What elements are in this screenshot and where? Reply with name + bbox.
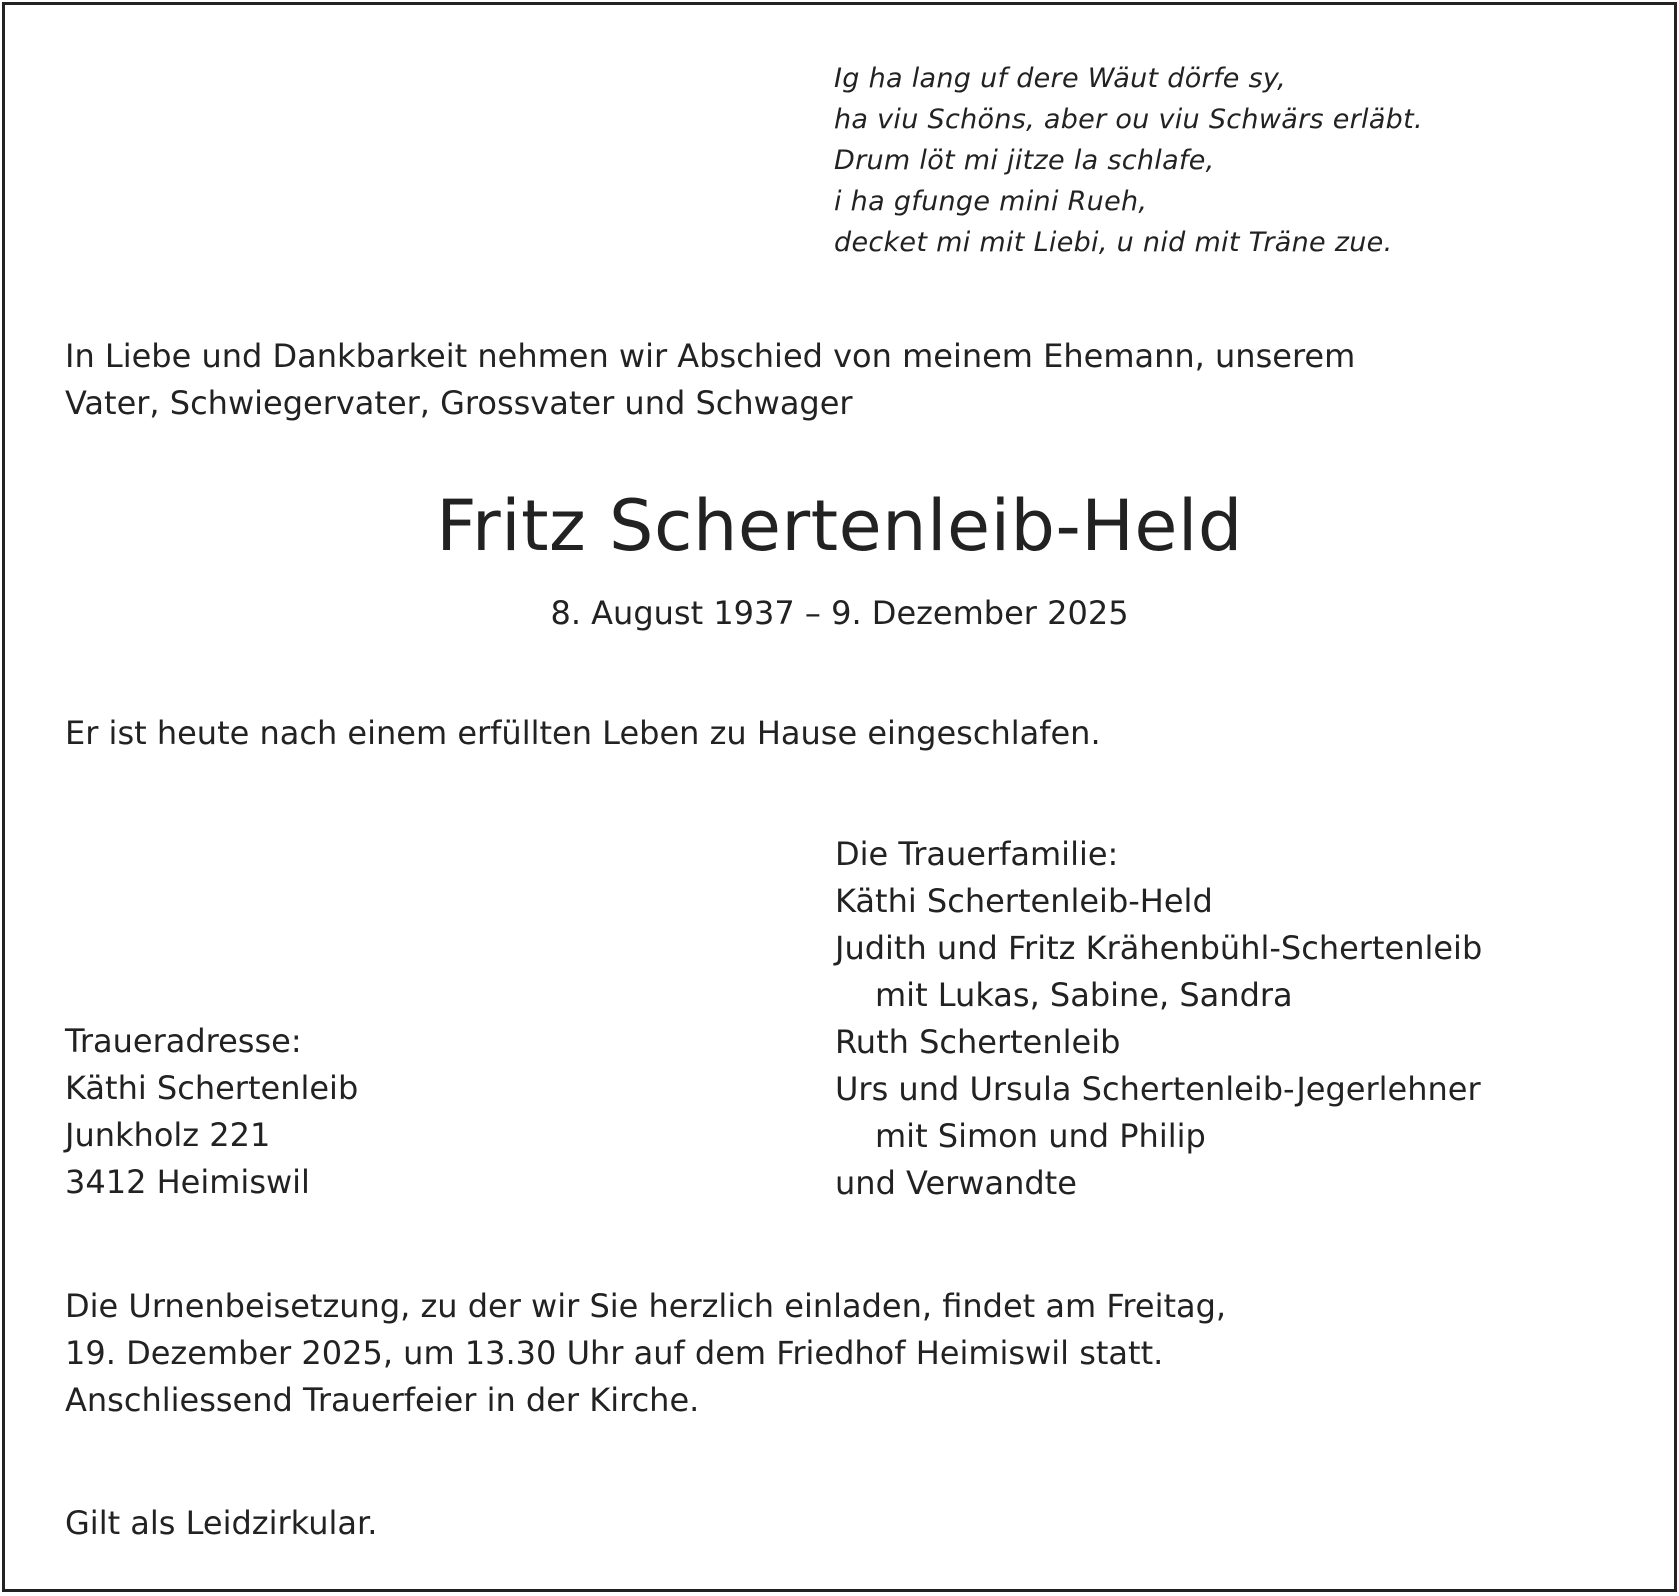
life-dates: 8. August 1937 – 9. Dezember 2025 [550, 594, 1129, 632]
poem-line: i ha gfunge mini Rueh, [834, 186, 1148, 217]
intro-text [65, 333, 1355, 427]
mourning-address [65, 1018, 358, 1206]
poem-line: decket mi mit Liebi, u nid mit Träne zue. [834, 227, 1393, 258]
address-line: Käthi Schertenleib [65, 1069, 359, 1107]
family-member-children: mit Simon und Philip [875, 1117, 1206, 1155]
family-member-children: mit Lukas, Sabine, Sandra [875, 976, 1293, 1014]
family-member: Urs und Ursula Schertenleib-Jegerlehner [835, 1070, 1481, 1108]
family-member: und Verwandte [835, 1164, 1077, 1202]
ceremony-line: 19. Dezember 2025, um 13.30 Uhr auf dem Friedhof Heimiswil statt. [65, 1334, 1164, 1372]
intro-line: Vater, Schwiegervater, Grossvater und Schwager [65, 384, 853, 422]
ceremony-line: Die Urnenbeisetzung, zu der wir Sie herzlich einladen, findet am Freitag, [65, 1287, 1227, 1325]
deceased-name: Fritz Schertenleib-Held [436, 485, 1243, 567]
address-line: Junkholz 221 [65, 1116, 271, 1154]
passing-text: Er ist heute nach einem erfüllten Leben zu Hause eingeschlafen. [65, 714, 1101, 752]
ceremony-line: Anschliessend Trauerfeier in der Kirche. [65, 1381, 700, 1419]
family-member: Käthi Schertenleib-Held [835, 882, 1213, 920]
family-member: Ruth Schertenleib [835, 1023, 1121, 1061]
mourning-family [835, 831, 1482, 1207]
poem-line: Drum löt mi jitze la schlafe, [834, 145, 1215, 176]
family-member: Judith und Fritz Krähenbühl-Schertenleib [835, 929, 1483, 967]
family-heading: Die Trauerfamilie: [835, 835, 1119, 873]
address-line: 3412 Heimiswil [65, 1163, 310, 1201]
ceremony-info [65, 1283, 1226, 1424]
poem-line: ha viu Schöns, aber ou viu Schwärs erläbt. [834, 104, 1423, 135]
circular-notice: Gilt als Leidzirkular. [65, 1504, 378, 1542]
intro-line: In Liebe und Dankbarkeit nehmen wir Abschied von meinem Ehemann, unserem [65, 337, 1356, 375]
poem [834, 58, 1423, 263]
address-heading: Traueradresse: [65, 1022, 302, 1060]
poem-line: Ig ha lang uf dere Wäut dörfe sy, [834, 63, 1286, 94]
